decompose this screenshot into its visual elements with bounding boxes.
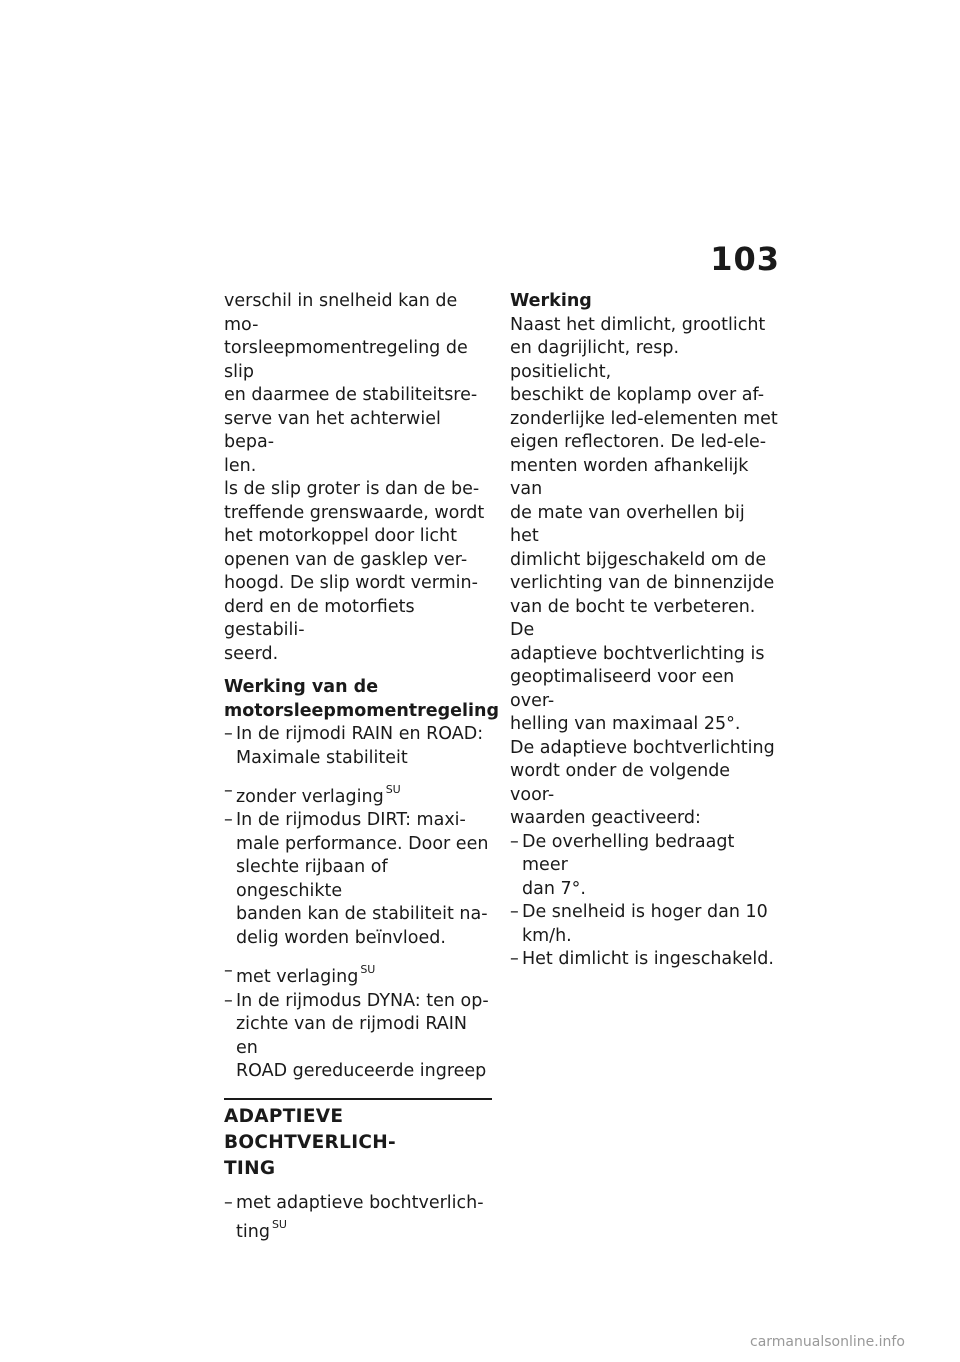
- list-item-text: dan 7°.: [522, 878, 586, 899]
- list-item-text: ROAD gereduceerde ingreep: [236, 1061, 487, 1082]
- text-line: menten worden afhankelijk van: [510, 455, 749, 499]
- list-item: [224, 990, 492, 1084]
- text-line: derd en de motorfiets gestabili-: [224, 596, 415, 640]
- list-item: [510, 901, 778, 948]
- subheading: Werking van de: [224, 677, 379, 697]
- list-item-text: banden kan de stabiliteit na-: [236, 904, 488, 925]
- dash-bullet: –: [510, 831, 519, 852]
- list-item-text: zonder verlaging: [236, 786, 384, 807]
- dash-bullet: –: [224, 781, 233, 801]
- text-line: wordt onder de volgende voor-: [510, 761, 731, 805]
- text-line: treffende grenswaarde, wordt: [224, 502, 485, 523]
- list-item: [224, 780, 492, 809]
- text-line: de mate van overhellen bij het: [510, 502, 745, 546]
- su-superscript: SU: [385, 783, 401, 796]
- text-line: hoogd. De slip wordt vermin-: [224, 573, 478, 593]
- list-item: [224, 723, 492, 770]
- dash-bullet: –: [224, 810, 233, 831]
- dash-bullet: –: [224, 990, 233, 1011]
- text-line: Naast het dimlicht, grootlicht: [510, 314, 766, 335]
- left-column: [224, 290, 500, 1244]
- text-line: torsleepmomentregeling de slip: [224, 338, 468, 382]
- list-item-text: Het dimlicht is ingeschakeld.: [522, 949, 774, 969]
- list-item: [224, 1192, 492, 1245]
- text-line: beschikt de koplamp over af-: [510, 385, 765, 405]
- text-line: dimlicht bijgeschakeld om de: [510, 549, 767, 570]
- text-line: seerd.: [224, 643, 279, 664]
- list-item-text: km/h.: [522, 925, 572, 946]
- text-line: len.: [224, 455, 257, 476]
- dash-bullet: –: [510, 949, 519, 969]
- list-item: [510, 948, 778, 972]
- text-line: verlichting van de binnenzijde: [510, 573, 775, 593]
- dash-bullet: –: [510, 902, 519, 922]
- text-line: adaptieve bochtverlichting is: [510, 643, 765, 664]
- text-line: geoptimaliseerd voor een over-: [510, 667, 735, 711]
- text-line: zonderlijke led-elementen met: [510, 408, 778, 429]
- text-line: en dagrijlicht, resp. positielicht,: [510, 338, 680, 382]
- text-line: ls de slip groter is dan de be-: [224, 479, 480, 499]
- text-line: serve van het achterwiel bepa-: [224, 408, 441, 452]
- watermark: carmanualsonline.info: [750, 1334, 905, 1350]
- dash-bullet: –: [224, 961, 233, 982]
- section-heading: TING: [224, 1157, 276, 1179]
- text-line: De adaptieve bochtverlichting: [510, 737, 775, 758]
- list-item-text: male performance. Door een: [236, 833, 489, 854]
- list-item: [224, 809, 492, 950]
- list-item-text: ting: [236, 1221, 270, 1242]
- su-superscript: SU: [360, 963, 376, 977]
- subheading: motorsleepmomentregeling: [224, 700, 500, 721]
- paragraph: [510, 314, 778, 737]
- list-item-text: zichte van de rijmodi RAIN en: [236, 1014, 468, 1058]
- list-item-text: slechte rijbaan of ongeschikte: [236, 857, 388, 901]
- dash-bullet: –: [224, 1192, 233, 1213]
- right-column: [510, 290, 778, 972]
- text-line: het motorkoppel door licht: [224, 526, 458, 546]
- paragraph: [510, 737, 778, 831]
- list-item: [510, 831, 778, 902]
- page-number: 103: [710, 240, 780, 278]
- dash-bullet: –: [224, 724, 233, 744]
- list-item-text: Maximale stabiliteit: [236, 747, 408, 768]
- list-item-text: De overhelling bedraagt meer: [522, 831, 735, 875]
- list-item-text: In de rijmodi RAIN en ROAD:: [236, 724, 484, 744]
- text-line: waarden geactiveerd:: [510, 808, 701, 828]
- list-item-text: met verlaging: [236, 967, 359, 988]
- section-divider: [224, 1098, 492, 1100]
- section-heading: ADAPTIEVE BOCHTVERLICH-: [224, 1105, 397, 1153]
- list-item-text: met adaptieve bochtverlich-: [236, 1192, 484, 1213]
- su-superscript: SU: [271, 1218, 287, 1232]
- text-line: helling van maximaal 25°.: [510, 714, 741, 734]
- intro-paragraph: [224, 290, 492, 666]
- list-item-text: In de rijmodus DYNA: ten op-: [236, 990, 489, 1011]
- list-item-text: In de rijmodus DIRT: maxi-: [236, 810, 466, 831]
- text-line: verschil in snelheid kan de mo-: [224, 291, 458, 335]
- list-item-text: De snelheid is hoger dan 10: [522, 902, 768, 922]
- text-line: van de bocht te verbeteren. De: [510, 596, 756, 640]
- list-item-text: delig worden beïnvloed.: [236, 927, 446, 948]
- subheading: Werking: [510, 291, 592, 311]
- text-line: eigen reflectoren. De led-ele-: [510, 432, 767, 452]
- list-item: [224, 960, 492, 989]
- text-line: openen van de gasklep ver-: [224, 549, 468, 570]
- text-line: en daarmee de stabiliteitsre-: [224, 385, 478, 405]
